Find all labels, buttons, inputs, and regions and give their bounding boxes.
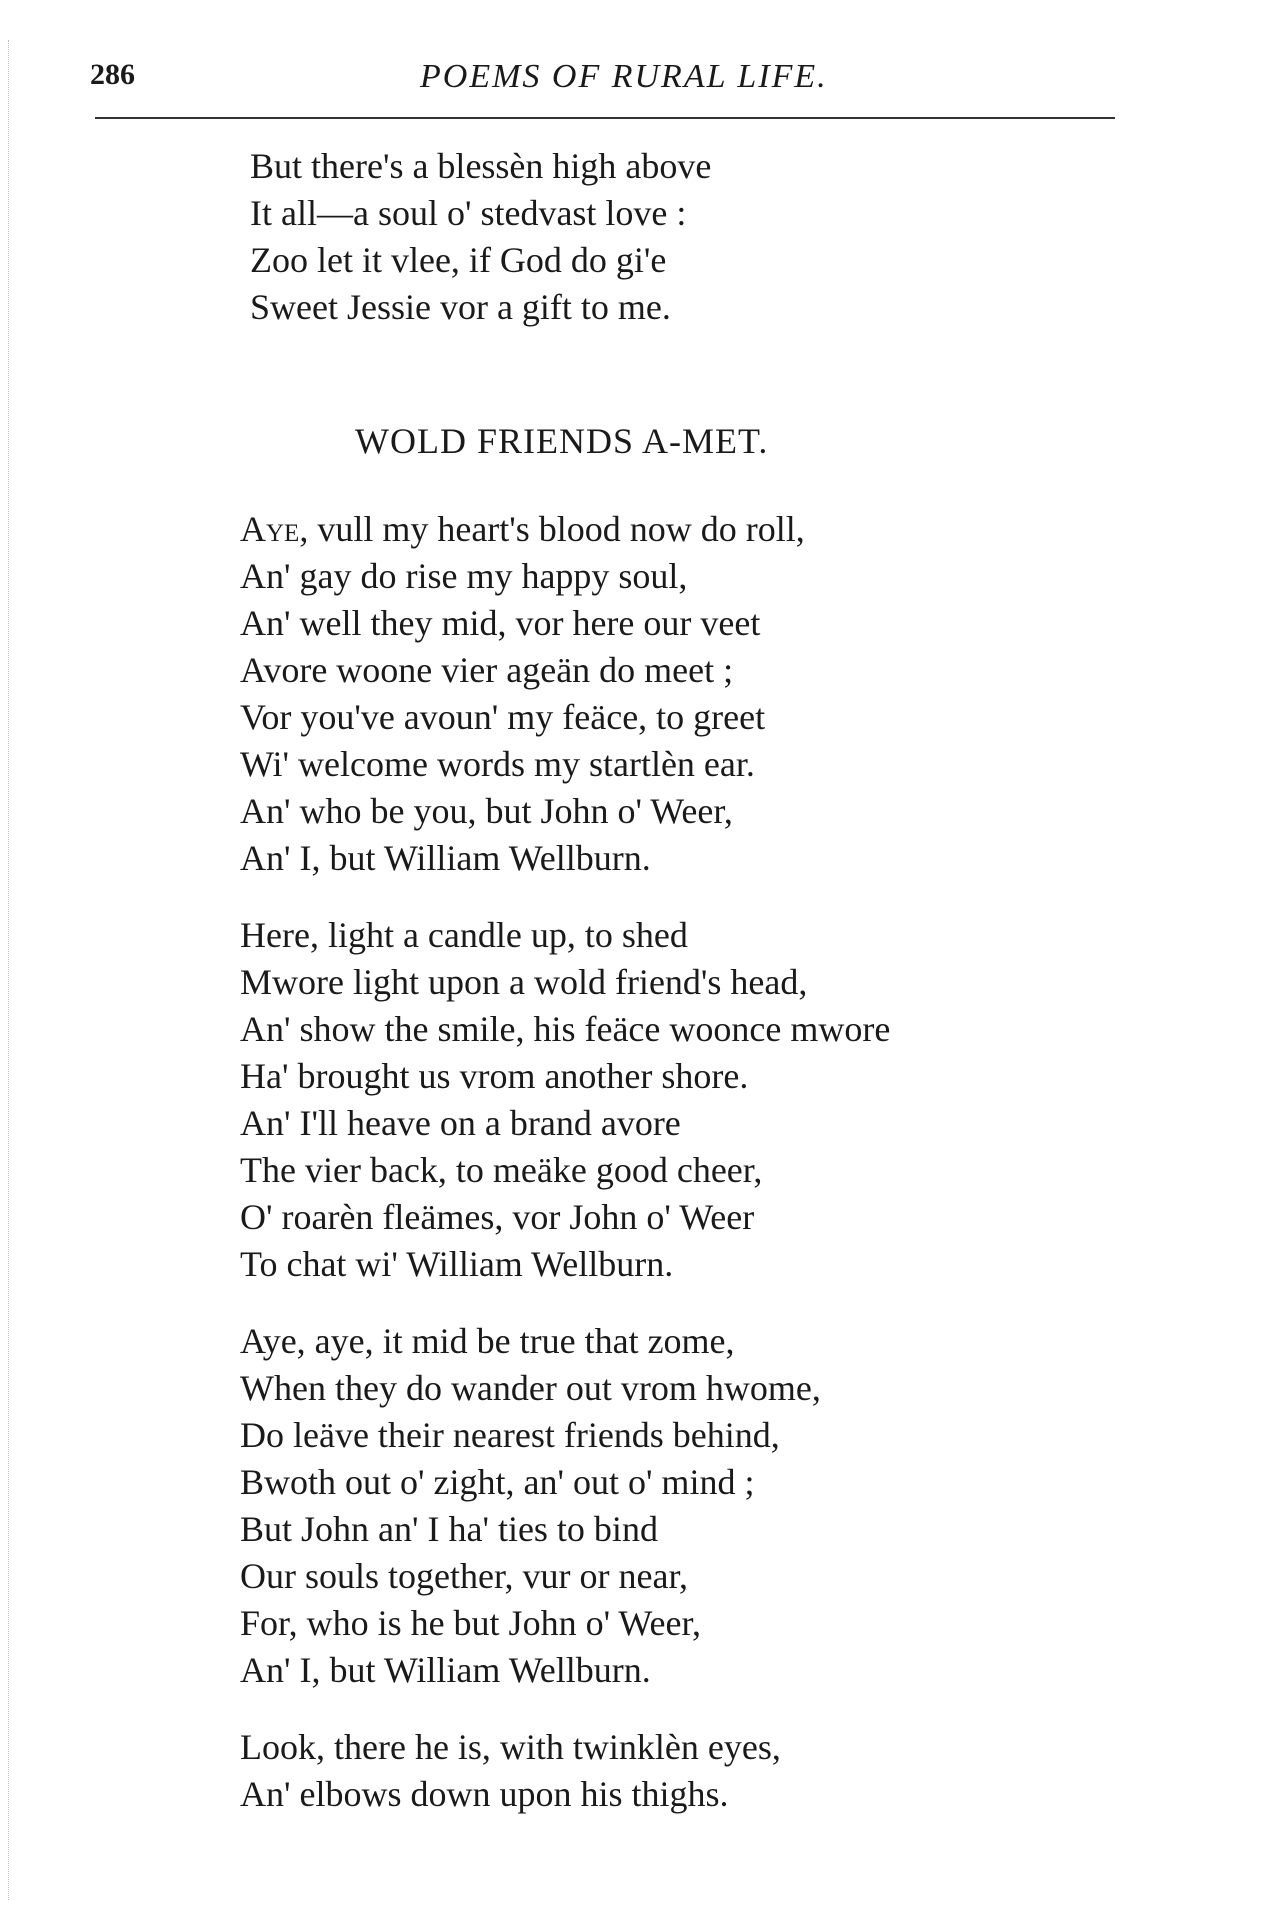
verse-line: Mwore light upon a wold friend's head, <box>240 962 808 1002</box>
verse-line: But there's a blessèn high above <box>250 146 712 186</box>
page-header <box>90 58 1120 108</box>
verse-line: An' I, but William Wellburn. <box>240 1650 651 1690</box>
poem-stanza-3 <box>240 1318 821 1694</box>
verse-line: Do leäve their nearest friends behind, <box>240 1415 780 1455</box>
verse-line: An' well they mid, vor here our veet <box>240 603 761 643</box>
verse-line: Ha' brought us vrom another shore. <box>240 1056 749 1096</box>
previous-poem-stanza <box>250 143 711 331</box>
verse-line: Vor you've avoun' my feäce, to greet <box>240 697 766 737</box>
verse-line: O' roarèn fleämes, vor John o' Weer <box>240 1197 755 1237</box>
verse-line-rest: vull my heart's blood now do roll, <box>308 509 805 549</box>
verse-line: Our souls together, vur or near, <box>240 1556 688 1596</box>
verse-line: Wi' welcome words my startlèn ear. <box>240 744 755 784</box>
running-head: POEMS OF RURAL LIFE. <box>420 58 828 95</box>
verse-line: It all—a soul o' stedvast love : <box>250 193 687 233</box>
verse-line: An' I, but William Wellburn. <box>240 838 651 878</box>
poem-stanza-4 <box>240 1724 781 1818</box>
verse-line: An' show the smile, his feäce wooncе mwore <box>240 1009 891 1049</box>
page-number: 286 <box>90 58 135 91</box>
poem-stanza-1 <box>240 506 805 882</box>
verse-line: An' I'll heave on a brand avore <box>240 1103 681 1143</box>
verse-line: For, who is he but John o' Weer, <box>240 1603 702 1643</box>
verse-line: The vier back, to meäke good cheer, <box>240 1150 763 1190</box>
verse-line: Sweet Jessie vor a gift to me. <box>250 287 671 327</box>
verse-line: When they do wander out vrom hwome, <box>240 1368 821 1408</box>
verse-line: Avore woone vier ageän do meet ; <box>240 650 734 690</box>
verse-line: An' gay do rise my happy soul, <box>240 556 688 596</box>
verse-line: Zoo let it vlee, if God do gi'e <box>250 240 667 280</box>
poem-stanza-2 <box>240 912 890 1288</box>
verse-line: Aye, aye, it mid be true that zome, <box>240 1321 735 1361</box>
header-rule <box>95 117 1115 119</box>
verse-line: But John an' I ha' ties to bind <box>240 1509 658 1549</box>
verse-line: Bwoth out o' zight, an' out o' mind ; <box>240 1462 755 1502</box>
scan-edge-marks <box>8 40 11 1900</box>
verse-line: An' elbows down upon his thighs. <box>240 1774 729 1814</box>
verse-line: An' who be you, but John o' Weer, <box>240 791 733 831</box>
verse-line: Here, light a candle up, to shed <box>240 915 688 955</box>
verse-line: Look, there he is, with twinklèn eyes, <box>240 1727 781 1767</box>
verse-line: To chat wi' William Wellburn. <box>240 1244 674 1284</box>
poem-title: WOLD FRIENDS A-MET. <box>355 421 769 461</box>
verse-line <box>240 506 805 553</box>
first-word: Aye, <box>240 509 309 549</box>
